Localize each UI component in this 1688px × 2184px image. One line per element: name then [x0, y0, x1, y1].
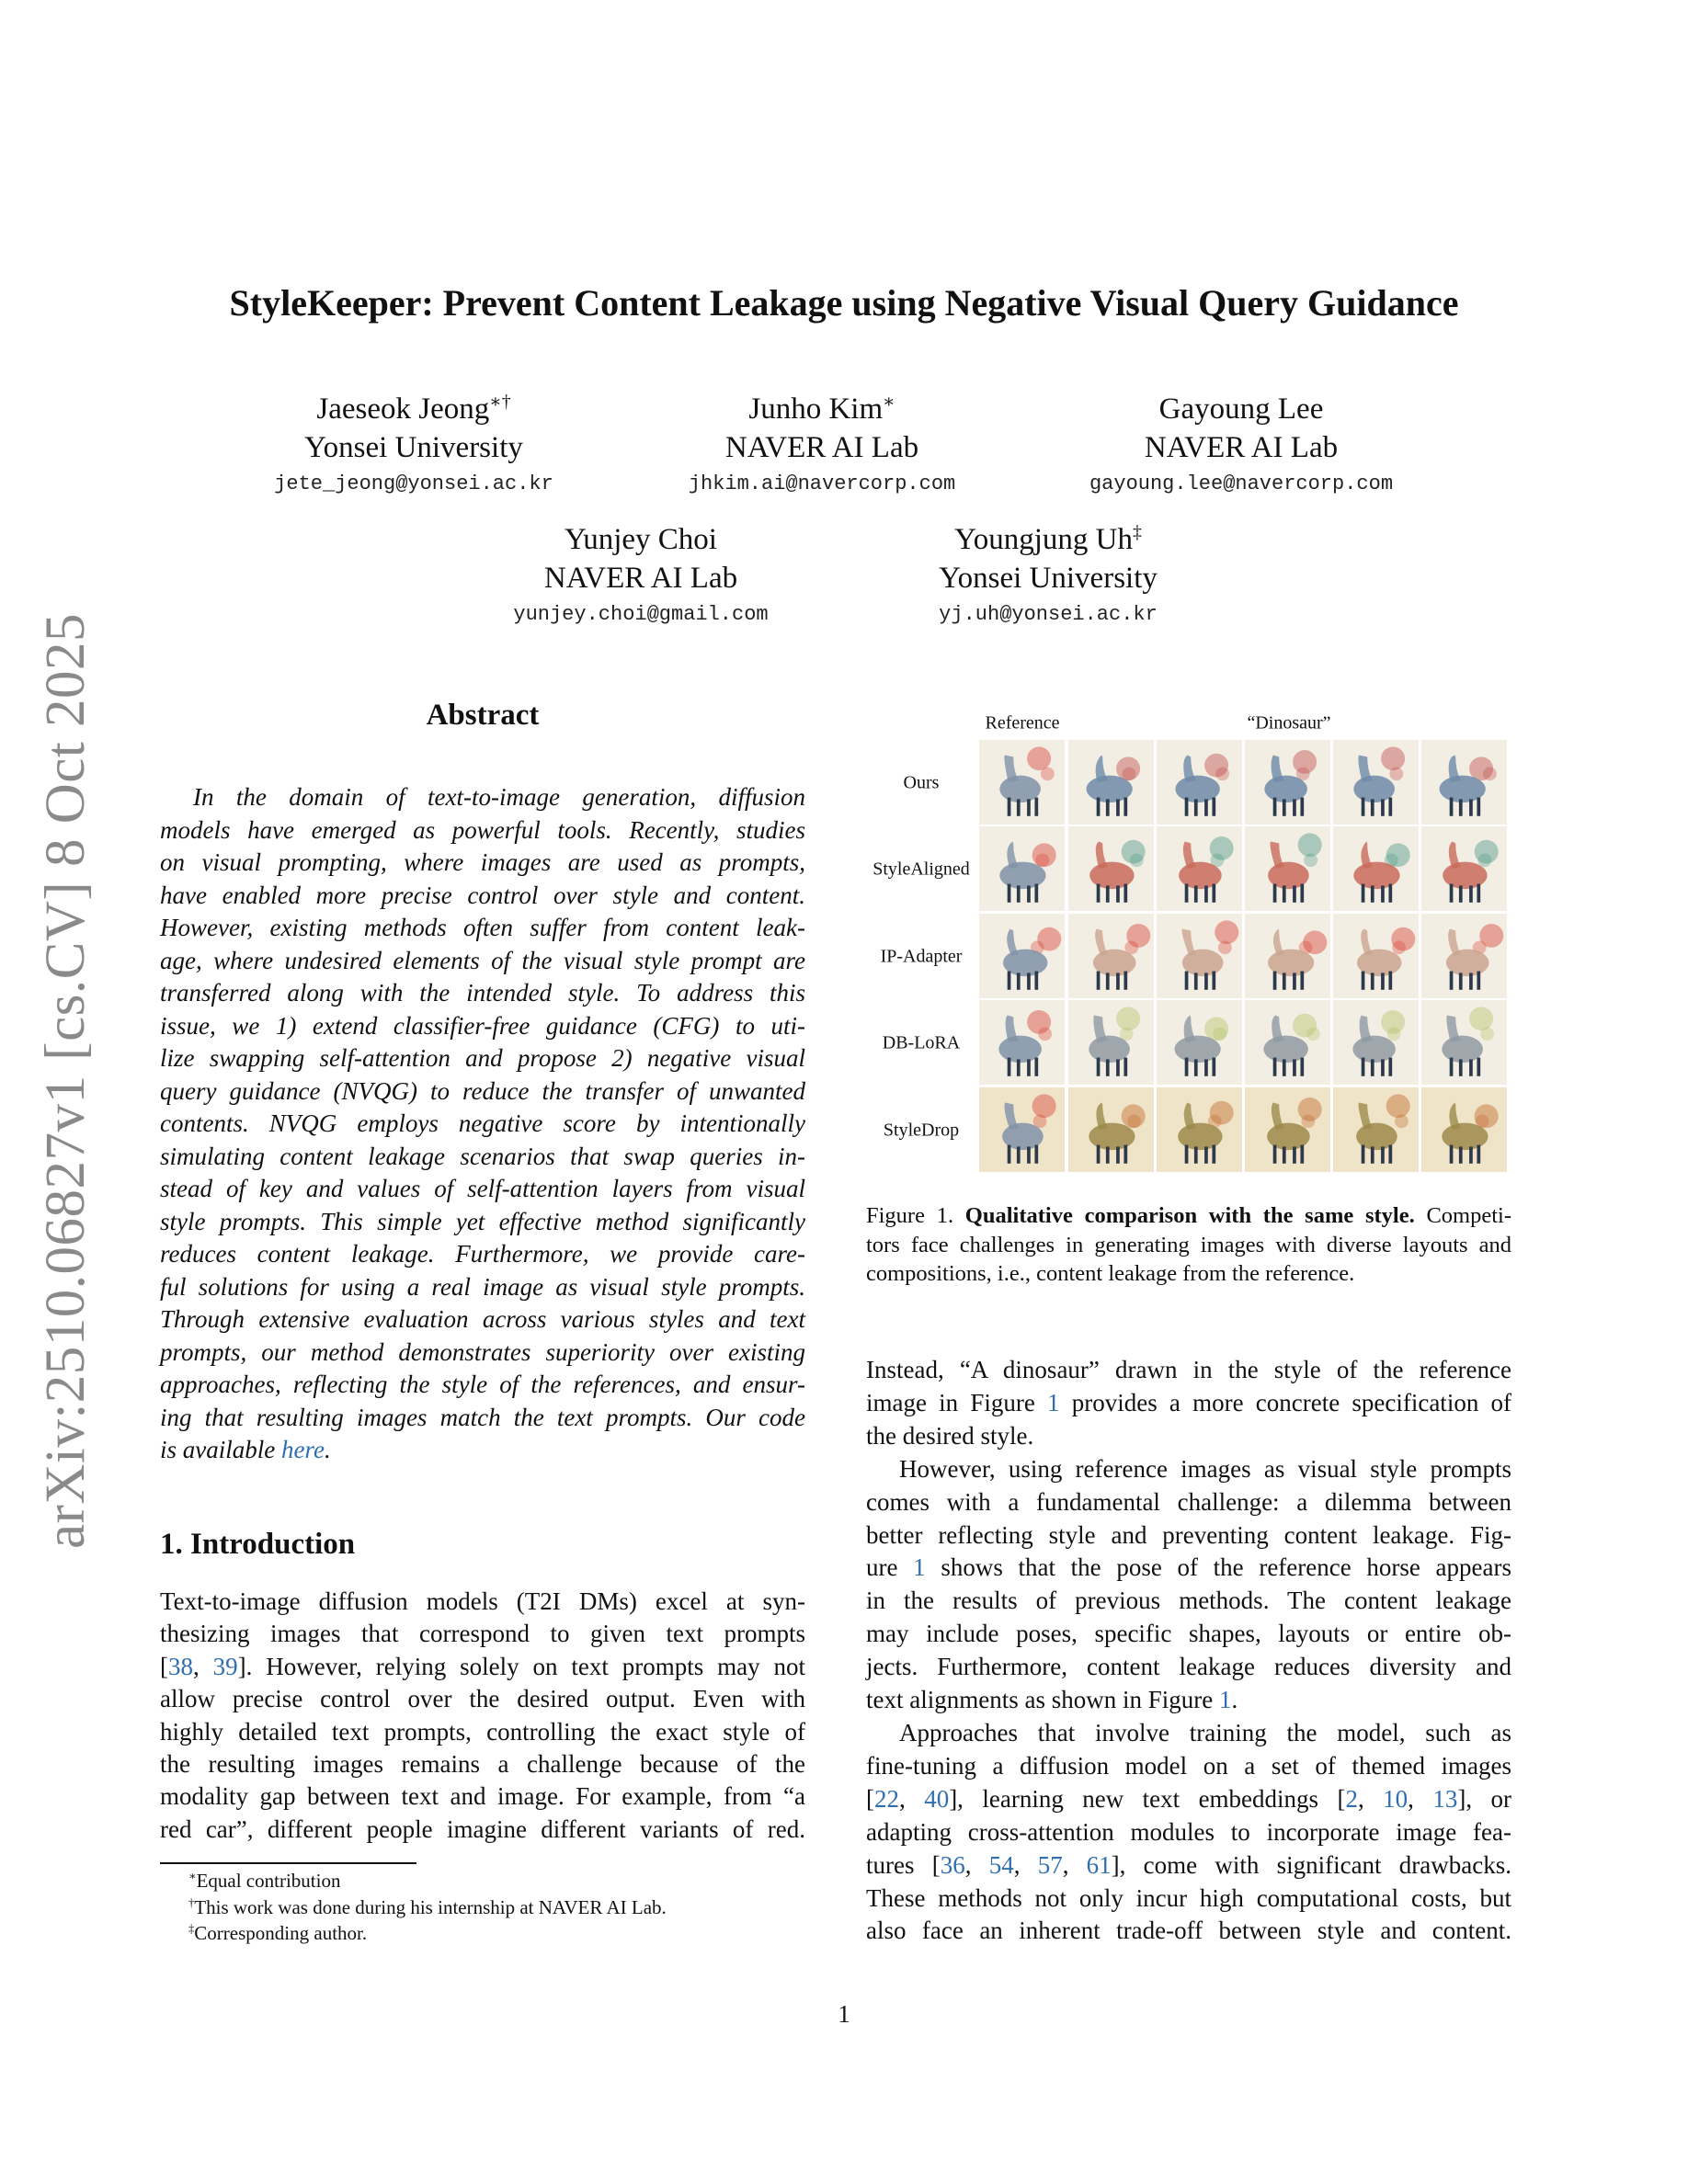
text-line: modality gap between text and image. For example, from “a: [160, 1782, 805, 1811]
citation-link[interactable]: 61: [1086, 1850, 1112, 1879]
author-block: [939, 520, 1158, 629]
text-line: ure 1 shows that the pose of the reference horse appears: [866, 1553, 1511, 1582]
abstract-body: [160, 781, 805, 1467]
footnote-mark: ‡: [188, 1922, 195, 1935]
author-email[interactable]: gayoung.lee@navercorp.com: [1089, 472, 1394, 495]
figure-row-label: StyleDrop: [883, 1120, 960, 1141]
generated-image: [1068, 1087, 1154, 1172]
author-email[interactable]: yj.uh@yonsei.ac.kr: [939, 603, 1158, 626]
text-line: transferred along with the intended style. To address this: [160, 979, 805, 1007]
generated-image: [1421, 826, 1507, 911]
footnote: [188, 1920, 667, 1947]
reference-image: [979, 1087, 1065, 1172]
text-line: the desired style.: [866, 1421, 1034, 1450]
citation-link[interactable]: 10: [1383, 1784, 1409, 1813]
abstract-heading: Abstract: [426, 699, 540, 732]
introduction-body: [160, 1586, 805, 1846]
citation-link[interactable]: here: [280, 1436, 325, 1463]
text-line: [38, 39]. However, relying solely on text prompts may not: [160, 1652, 805, 1680]
figure-caption: [866, 1201, 1511, 1289]
text-line: ing that resulting images match the text prompts. Our code: [160, 1403, 805, 1431]
generated-image: [1157, 914, 1242, 998]
generated-image: [1068, 914, 1154, 998]
text-line: Approaches that involve training the model, such as: [899, 1718, 1511, 1746]
text-line: Instead, “A dinosaur” drawn in the style of the reference: [866, 1356, 1511, 1383]
author-marks: ∗†: [489, 392, 511, 412]
figure-row-label: StyleAligned: [873, 859, 970, 880]
paragraph: [160, 781, 805, 1467]
author-email[interactable]: jhkim.ai@navercorp.com: [688, 472, 956, 495]
citation-link[interactable]: 1: [1047, 1388, 1060, 1416]
text-line: jects. Furthermore, content leakage reduces diversity and: [866, 1653, 1511, 1681]
citation-link[interactable]: 57: [1037, 1850, 1063, 1879]
generated-image: [1157, 826, 1242, 911]
text-line: stead of key and values of self-attention layers from visual: [160, 1175, 805, 1202]
citation-link[interactable]: 1: [1218, 1686, 1232, 1714]
citation-link[interactable]: 38: [168, 1652, 193, 1680]
text-line: models have emerged as powerful tools. Recently, studies: [160, 815, 805, 844]
author-affiliation: NAVER AI Lab: [1144, 431, 1339, 464]
text-line: allow precise control over the desired output. Even with: [160, 1685, 805, 1713]
text-line: have enabled more precise control over style and content.: [160, 881, 805, 909]
text-line: also face an inherent trade-off between style and content.: [866, 1917, 1511, 1945]
author-email[interactable]: jete_jeong@yonsei.ac.kr: [274, 472, 553, 495]
caption-line: tors face challenges in generating images with diverse layouts and: [866, 1232, 1511, 1257]
text-line: tures [36, 54, 57, 61], come with significant drawbacks.: [866, 1850, 1511, 1879]
footnote: [188, 1894, 667, 1921]
right-column-body: [866, 1354, 1511, 1948]
author-affiliation: NAVER AI Lab: [724, 431, 919, 464]
generated-image: [1157, 1000, 1242, 1085]
footnote: [188, 1868, 667, 1894]
text-line: in the results of previous methods. The content leakage: [866, 1587, 1511, 1615]
introduction-heading: 1. Introduction: [160, 1528, 356, 1561]
generated-image: [1245, 914, 1330, 998]
text-line: highly detailed text prompts, controlling the exact style of: [160, 1717, 805, 1746]
text-line: is available here.: [160, 1436, 331, 1463]
figure-header-reference: Reference: [985, 712, 1060, 734]
text-line: may include poses, specific shapes, layouts or entire ob-: [866, 1620, 1511, 1648]
generated-image: [1421, 914, 1507, 998]
author-block: [274, 390, 553, 498]
caption-prefix: Figure 1.: [866, 1203, 965, 1228]
footnote-mark: ∗: [188, 1870, 197, 1883]
reference-image: [979, 1000, 1065, 1085]
generated-image: [1245, 1087, 1330, 1172]
paper-title: StyleKeeper: Prevent Content Leakage using Negative Visual Query Guidance: [229, 282, 1459, 324]
author-marks: ‡: [1132, 522, 1142, 542]
reference-image: [979, 740, 1065, 825]
text-line: age, where undesired elements of the visual style prompt are: [160, 946, 805, 974]
generated-image: [1245, 740, 1330, 825]
text-line: issue, we 1) extend classifier-free guidance (CFG) to uti-: [160, 1011, 805, 1040]
author-affiliation: Yonsei University: [939, 562, 1158, 595]
text-line: thesizing images that correspond to given text prompts: [160, 1620, 805, 1648]
generated-image: [1333, 826, 1419, 911]
text-line: reduces content leakage. Furthermore, we provide care-: [160, 1240, 805, 1268]
reference-image: [979, 826, 1065, 911]
citation-link[interactable]: 22: [874, 1784, 899, 1813]
author-block: [689, 390, 955, 498]
author-name: Gayoung Lee: [1158, 392, 1324, 426]
generated-image: [1068, 826, 1154, 911]
page-number: 1: [838, 2000, 850, 2028]
generated-image: [1421, 1000, 1507, 1085]
text-line: [22, 40], learning new text embeddings [2, 10, 13], or: [866, 1784, 1512, 1813]
generated-image: [1333, 1000, 1419, 1085]
text-line: better reflecting style and preventing content leakage. Fig-: [866, 1520, 1511, 1549]
text-line: text alignments as shown in Figure 1.: [866, 1686, 1238, 1714]
text-line: In the domain of text-to-image generation, diffusion: [193, 783, 805, 811]
footnote-text: Equal contribution: [196, 1870, 341, 1892]
figure-header-prompt: “Dinosaur”: [1247, 712, 1331, 734]
paragraph: [866, 1453, 1511, 1717]
generated-image: [1333, 1087, 1419, 1172]
paragraph: [866, 1354, 1511, 1453]
generated-image: [1157, 740, 1242, 825]
text-line: However, existing methods often suffer from content leak-: [160, 914, 805, 941]
text-line: However, using reference images as visual style prompts: [899, 1454, 1511, 1483]
text-line: fine-tuning a diffusion model on a set of themed images: [866, 1751, 1511, 1780]
text-line: Through extensive evaluation across various styles and text: [160, 1305, 805, 1333]
arxiv-stamp: arXiv:2510.06827v1 [cs.CV] 8 Oct 2025: [35, 612, 97, 1550]
generated-image: [1068, 1000, 1154, 1085]
citation-link[interactable]: 39: [212, 1652, 238, 1680]
generated-image: [1245, 826, 1330, 911]
author-affiliation: NAVER AI Lab: [543, 562, 738, 595]
text-line: the resulting images remains a challenge because of the: [160, 1750, 805, 1779]
footnote-text: Corresponding author.: [194, 1922, 368, 1944]
caption-title: Qualitative comparison with the same style.: [964, 1203, 1415, 1228]
author-name: Youngjung Uh‡: [954, 522, 1142, 556]
author-marks: ∗: [883, 392, 895, 412]
footnote-mark: †: [188, 1895, 195, 1909]
text-line: contents. NVQG employs negative score by intentionally: [160, 1109, 805, 1137]
paragraph: [160, 1586, 805, 1846]
citation-link[interactable]: 36: [940, 1850, 965, 1879]
author-block: [513, 520, 768, 629]
text-line: adapting cross-attention modules to incorporate image fea-: [866, 1817, 1511, 1846]
reference-image: [979, 914, 1065, 998]
figure-row-label: IP-Adapter: [880, 946, 963, 967]
text-line: These methods not only incur high computational costs, but: [866, 1883, 1511, 1912]
caption-line: compositions, i.e., content leakage from the reference.: [866, 1261, 1355, 1286]
caption-line: Figure 1. Qualitative comparison with the same style. Competi-: [866, 1203, 1512, 1228]
author-name: Yunjey Choi: [565, 523, 717, 556]
generated-image: [1245, 1000, 1330, 1085]
citation-link[interactable]: 40: [924, 1784, 950, 1813]
citation-link[interactable]: 1: [913, 1553, 926, 1582]
footnote-rule: [160, 1862, 416, 1864]
citation-link[interactable]: 13: [1432, 1784, 1458, 1813]
generated-image: [1068, 740, 1154, 825]
text-line: lize swapping self-attention and propose 2) negative visual: [160, 1044, 805, 1072]
author-affiliation: Yonsei University: [304, 431, 523, 464]
paragraph: [866, 1717, 1511, 1948]
text-line: ful solutions for using a real image as visual style prompts.: [160, 1272, 805, 1301]
generated-image: [1421, 740, 1507, 825]
generated-image: [1421, 1087, 1507, 1172]
generated-image: [1157, 1087, 1242, 1172]
text-line: simulating content leakage scenarios that swap queries in-: [160, 1142, 805, 1170]
author-email[interactable]: yunjey.choi@gmail.com: [513, 603, 769, 626]
text-line: style prompts. This simple yet effective method significantly: [160, 1207, 805, 1235]
text-line: red car”, different people imagine different variants of red.: [160, 1814, 805, 1843]
text-line: Text-to-image diffusion models (T2I DMs) excel at syn-: [160, 1587, 805, 1615]
author-name: Jaeseok Jeong∗†: [316, 392, 511, 426]
author-block: [1089, 390, 1393, 498]
text-line: image in Figure 1 provides a more concrete specification of: [866, 1388, 1511, 1416]
text-line: on visual prompting, where images are used as prompts,: [160, 848, 805, 876]
footnote-text: This work was done during his internship at NAVER AI Lab.: [194, 1895, 667, 1918]
text-line: comes with a fundamental challenge: a dilemma between: [866, 1487, 1511, 1516]
text-line: prompts, our method demonstrates superiority over existing: [160, 1337, 805, 1366]
citation-link[interactable]: 54: [988, 1850, 1014, 1879]
text-line: query guidance (NVQG) to reduce the transfer of unwanted: [160, 1076, 805, 1105]
figure-row-label: DB-LoRA: [882, 1032, 961, 1053]
footnotes: [188, 1868, 667, 1947]
text-line: approaches, reflecting the style of the references, and ensur-: [160, 1371, 805, 1398]
generated-image: [1333, 740, 1419, 825]
author-name: Junho Kim∗: [748, 392, 895, 426]
generated-image: [1333, 914, 1419, 998]
figure-row-label: Ours: [903, 772, 940, 793]
citation-link[interactable]: 2: [1345, 1784, 1358, 1813]
